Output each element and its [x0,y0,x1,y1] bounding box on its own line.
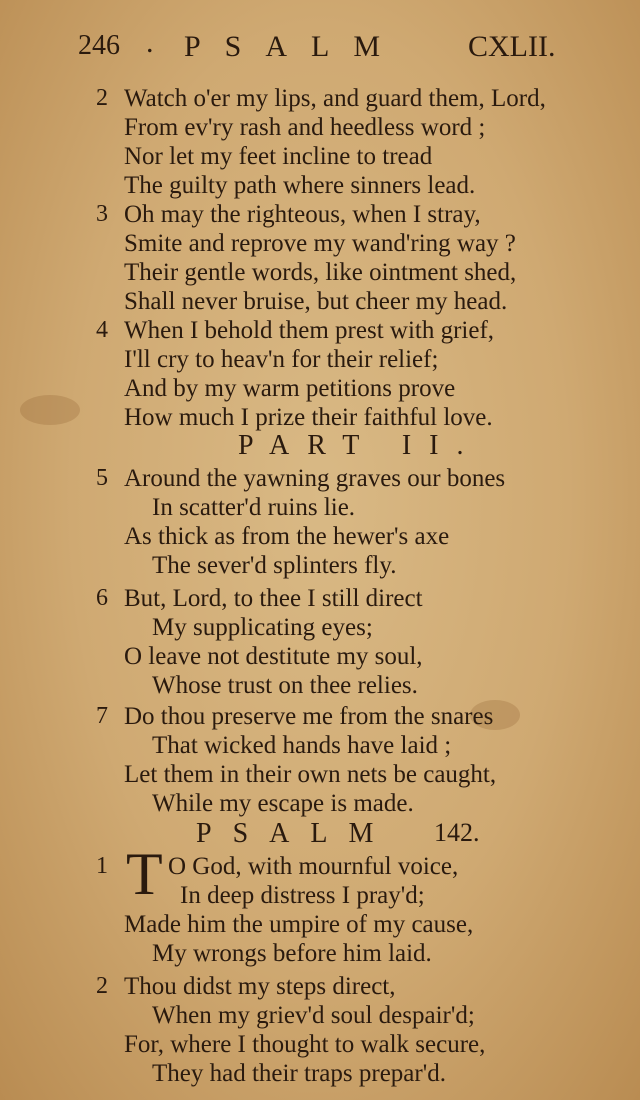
verse-line: From ev'ry rash and heedless word ; [124,114,486,141]
verse-line: As thick as from the hewer's axe [124,523,450,550]
verse-line: The sever'd splinters fly. [152,552,397,579]
verse-line: Whose trust on thee relies. [152,672,418,699]
verse-number: 2 [96,85,108,111]
verse-line: Oh may the righteous, when I stray, [124,201,481,228]
psalm-heading [196,818,480,850]
verse-number: 3 [96,201,108,227]
verse-line: Shall never bruise, but cheer my head. [124,288,508,315]
verse-line: O God, with mournful voice, [168,853,459,880]
verse-line: How much I prize their faithful love. [124,404,493,431]
drop-cap: T [126,841,163,907]
page-number: 246 [78,30,120,61]
verse-line: Their gentle words, like ointment shed, [124,259,517,286]
verse-line: In scatter'd ruins lie. [152,494,356,521]
paper-stain [20,395,80,425]
verse-line: Let them in their own nets be caught, [124,761,497,788]
verse-number: 1 [96,853,108,879]
verse-line: Nor let my feet incline to tread [124,143,433,170]
verse-number: 5 [96,465,108,491]
verse-line: My supplicating eyes; [152,614,373,641]
verse-number: 2 [96,973,108,999]
verse-line: Do thou preserve me from the snares [124,703,494,730]
verse-line: Smite and reprove my wand'ring way ? [124,230,516,257]
verse-line: While my escape is made. [152,790,414,817]
verse-line: Around the yawning graves our bones [124,465,506,492]
verse-line: That wicked hands have laid ; [152,732,452,759]
verse-line: They had their traps prepar'd. [152,1060,446,1087]
verse-number: 7 [96,703,108,729]
verse-line: I'll cry to heav'n for their relief; [124,346,439,373]
verse-line: When my griev'd soul despair'd; [152,1002,475,1029]
running-header [0,28,640,68]
verse-line: For, where I thought to walk secure, [124,1031,486,1058]
header-dot: . [146,26,154,59]
verse-line: The guilty path where sinners lead. [124,172,476,199]
verse-line: Watch o'er my lips, and guard them, Lord, [124,85,546,112]
verse-line: My wrongs before him laid. [152,940,432,967]
verse-line: But, Lord, to thee I still direct [124,585,423,612]
verse-number: 4 [96,317,108,343]
verse-line: Made him the umpire of my cause, [124,911,474,938]
verse-line: And by my warm petitions prove [124,375,456,402]
verse-line: In deep distress I pray'd; [180,882,425,909]
verse-line: Thou didst my steps direct, [124,973,396,1000]
running-title: PSALM [184,30,405,63]
psalm-reference: CXLII. [468,30,556,63]
verse-number: 6 [96,585,108,611]
verse-line: When I behold them prest with grief, [124,317,495,344]
verse-line: O leave not destitute my soul, [124,643,423,670]
psalm-heading-word: PSALM [196,818,395,849]
psalm-heading-number: 142. [434,818,480,847]
part-heading: PART II. [238,430,482,461]
